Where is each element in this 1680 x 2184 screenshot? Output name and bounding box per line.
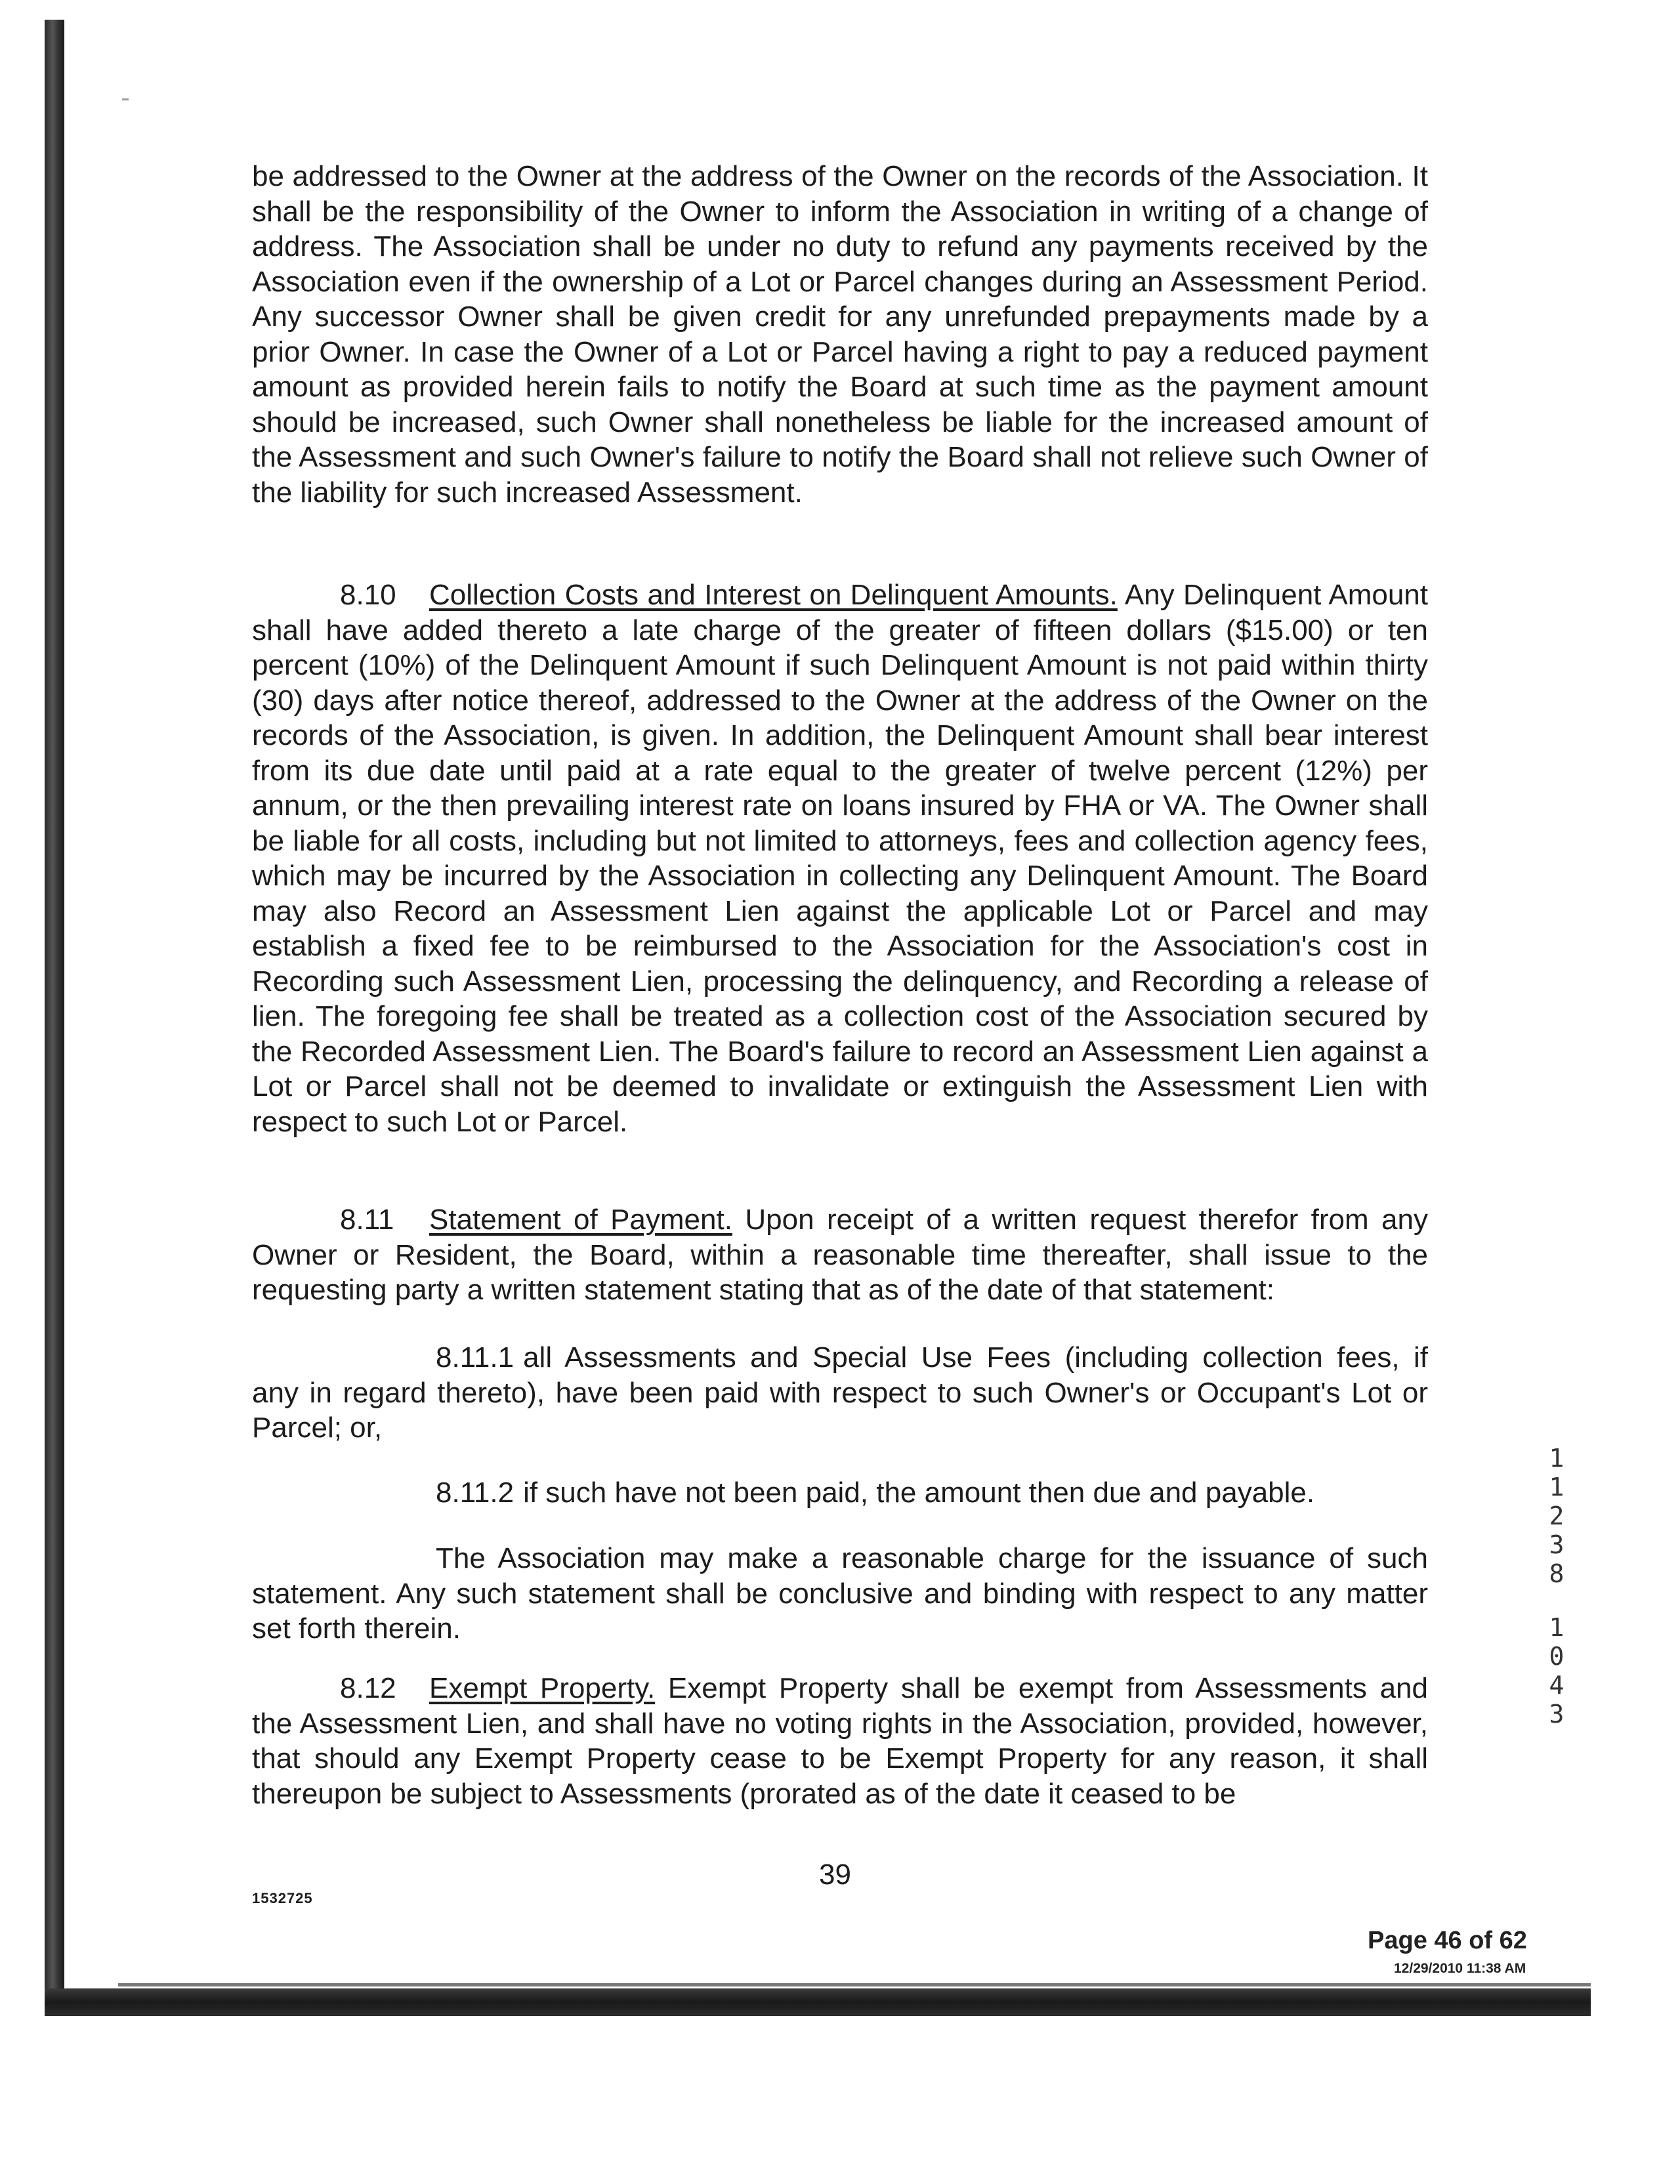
margin-digit: 4	[1549, 1671, 1564, 1700]
subsection-number: 8.11.2	[436, 1477, 514, 1509]
margin-recording-number	[1544, 1444, 1570, 1729]
margin-digit: 1	[1549, 1613, 1564, 1642]
scan-left-border	[45, 20, 64, 2015]
scan-bottom-border	[45, 1988, 1591, 2016]
section-8-11-2	[252, 1475, 1428, 1511]
subsection-text: all Assessments and Special Use Fees (including collection fees, if any in regard thereto), have been paid with respect to such Owner's or Occupant's Lot or Parcel; or,	[252, 1341, 1428, 1444]
margin-digit: 1	[1549, 1444, 1564, 1473]
section-text: Any Delinquent Amount shall have added thereto a late charge of the greater of fifteen dollars ($15.00) or ten percent (10%) of the Delinquent Amount if such Delinquent Amount is not paid within thirty (30) days after notice thereof, addressed to the Owner at the address of the Owner on the records of the Association, is given. In addition, the Delinquent Amount shall bear interest from its due date until paid at a rate equal to the greater of twelve percent (12%) per annum, or the then prevailing interest rate on loans insured by FHA or VA. The Owner shall be liable for all costs, including but not limited to attorneys, fees and collection agency fees, which may be incurred by the Association in collecting any Delinquent Amount. The Board may also Record an Assessment Lien against the applicable Lot or Parcel and may establish a fixed fee to be reimbursed to the Association for the Association's cost in Recording such Assessment Lien, processing the delinquency, and Recording a release of lien. The foregoing fee shall be treated as a collection cost of the Association secured by the Recorded Assessment Lien. The Board's failure to record an Assessment Lien against a Lot or Parcel shall not be deemed to invalidate or extinguish the Assessment Lien with respect to such Lot or Parcel.	[252, 579, 1428, 1138]
subsection-text: if such have not been paid, the amount then due and payable.	[523, 1477, 1315, 1509]
document-id: 1532725	[252, 1890, 313, 1906]
page-number: 39	[819, 1858, 851, 1891]
section-heading: Statement of Payment.	[429, 1204, 732, 1236]
section-number: 8.11	[340, 1204, 394, 1236]
paragraph-charge: The Association may make a reasonable charge for the issuance of such statement. Any such statement shall be conclusive and binding with respect to any matter set forth therein.	[252, 1542, 1428, 1645]
timestamp-stamp: 12/29/2010 11:38 AM	[1394, 1961, 1526, 1976]
section-heading: Exempt Property.	[429, 1672, 656, 1704]
section-number: 8.12	[340, 1672, 396, 1704]
section-8-10	[252, 578, 1428, 1139]
scan-speck	[122, 98, 129, 100]
section-8-11	[252, 1202, 1428, 1308]
margin-digit: 2	[1549, 1502, 1564, 1530]
paragraph-continued: be addressed to the Owner at the address of the Owner on the records of the Association. It shall be the responsibility of the Owner to inform the Association in writing of a change of address. The Association shall be under no duty to refund any payments received by the Association even if the ownership of a Lot or Parcel changes during an Assessment Period. Any successor Owner shall be given credit for any unrefunded prepayments made by a prior Owner. In case the Owner of a Lot or Parcel having a right to pay a reduced payment amount as provided herein fails to notify the Board at such time as the payment amount should be increased, such Owner shall nonetheless be liable for the increased amount of the Assessment and such Owner's failure to notify the Board shall not relieve such Owner of the liability for such increased Assessment.	[252, 160, 1428, 509]
scan-bottom-line	[118, 1983, 1591, 1986]
section-8-12	[252, 1671, 1428, 1811]
margin-digit: 8	[1549, 1559, 1564, 1588]
section-number: 8.10	[340, 579, 396, 611]
margin-digit: 3	[1549, 1700, 1564, 1729]
section-heading: Collection Costs and Interest on Delinquent Amounts.	[429, 579, 1118, 611]
subsection-number: 8.11.1	[436, 1341, 514, 1374]
section-text: Upon receipt of a written request therefor from any Owner or Resident, the Board, within a reasonable time thereafter, shall issue to the requesting party a written statement stating that as of the date of that statement:	[252, 1204, 1428, 1306]
margin-digit: 0	[1549, 1642, 1564, 1671]
margin-digit: 3	[1549, 1530, 1564, 1559]
section-text: Exempt Property shall be exempt from Assessments and the Assessment Lien, and shall have no voting rights in the Association, provided, however, that should any Exempt Property cease to be Exempt Property for any reason, it shall thereupon be subject to Assessments (prorated as of the date it ceased to be	[252, 1672, 1428, 1810]
margin-digit: 1	[1549, 1473, 1564, 1502]
page-count-stamp: Page 46 of 62	[1368, 1927, 1527, 1954]
margin-gap	[1544, 1588, 1570, 1613]
section-8-11-1	[252, 1340, 1428, 1446]
